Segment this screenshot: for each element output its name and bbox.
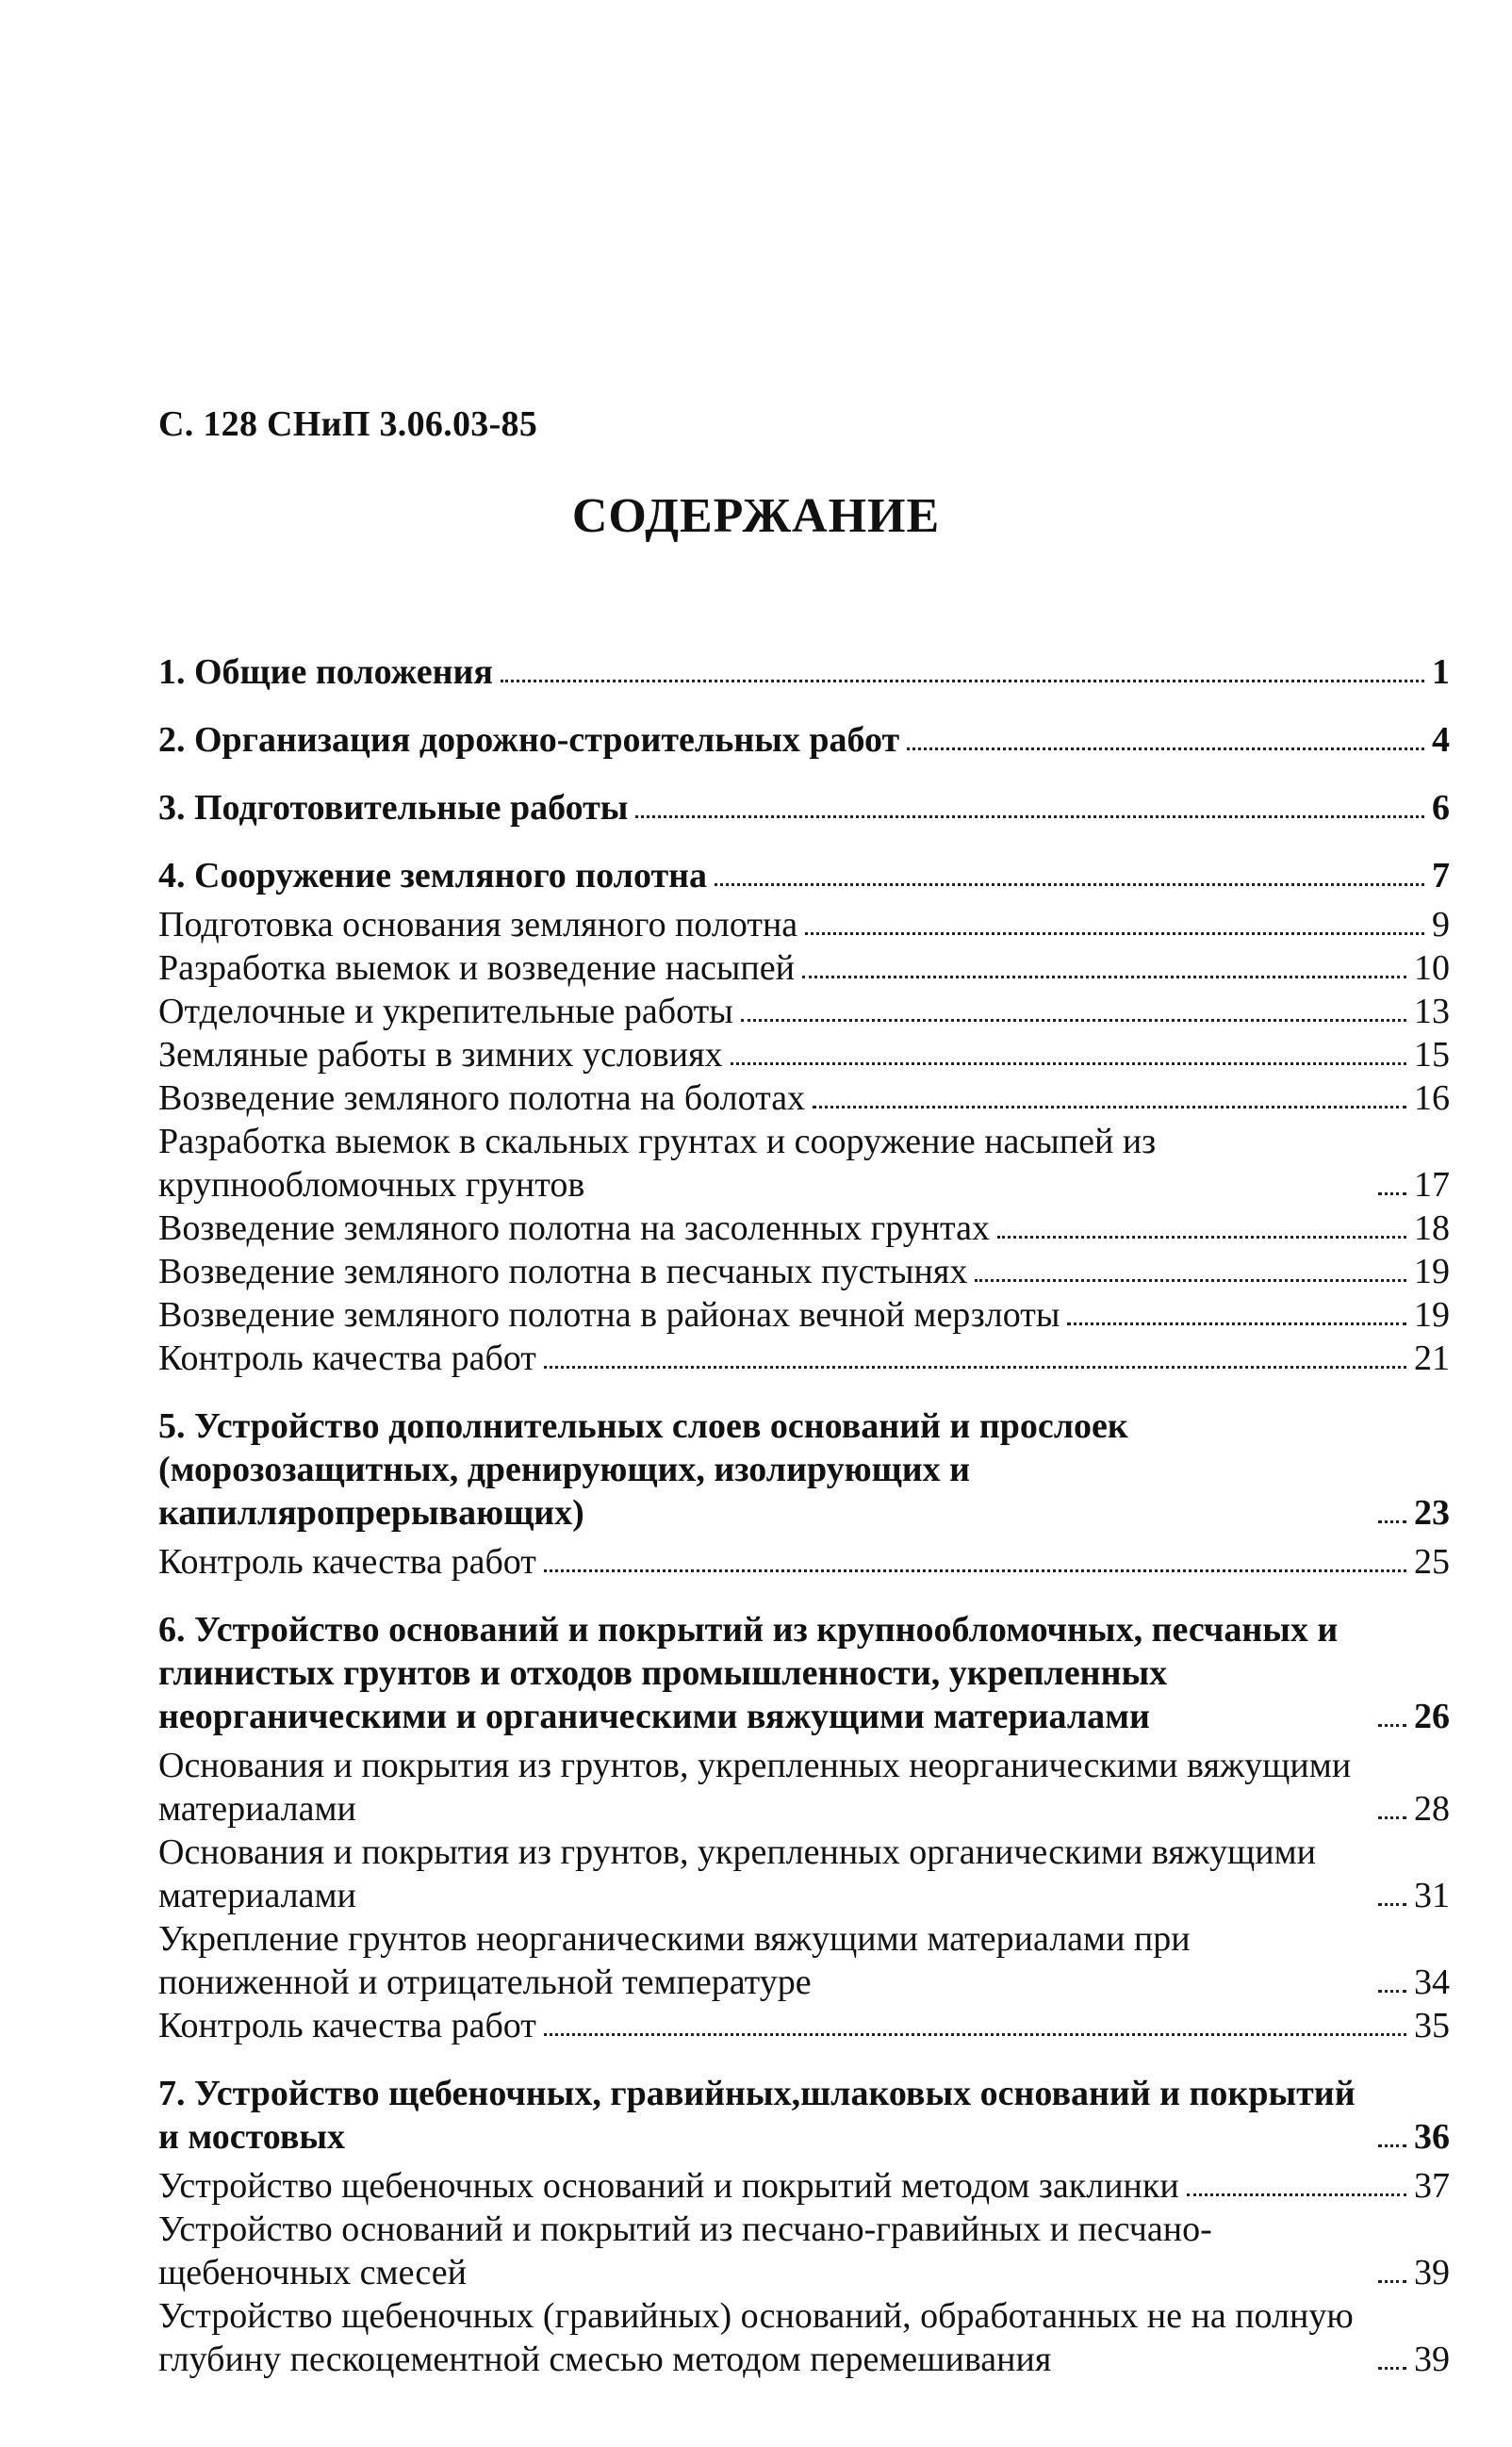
toc-entry[interactable] [158, 990, 1450, 1033]
toc-entry[interactable] [158, 1744, 1450, 1831]
toc-entry-page: 37 [1414, 2166, 1450, 2206]
toc-entry-text: Возведение земляного полотна на болотах [158, 1078, 806, 1118]
toc-entry[interactable] [158, 1917, 1450, 2004]
toc-entry-page: 36 [1414, 2117, 1450, 2157]
toc-entry-page: 35 [1414, 2006, 1450, 2045]
dot-leader [802, 976, 1406, 978]
toc-entry[interactable] [158, 1831, 1450, 1917]
dot-leader [975, 1279, 1406, 1282]
toc-title: СОДЕРЖАНИЕ [571, 489, 941, 543]
dot-leader [907, 747, 1424, 750]
toc-entry-page: 13 [1414, 992, 1450, 1031]
toc-entry[interactable] [158, 2072, 1450, 2159]
toc-entry-page: 39 [1414, 2253, 1450, 2292]
toc-entry-page: 34 [1414, 1963, 1450, 2002]
toc-entry-text: Подготовка основания земляного полотна [158, 905, 798, 944]
toc-entry-text: Контроль качества работ [158, 2006, 536, 2045]
dot-leader [1378, 2367, 1406, 2370]
dot-leader [1378, 1990, 1406, 1993]
dot-leader [1378, 1724, 1406, 1727]
toc-entry[interactable] [158, 2164, 1450, 2208]
toc-entry-text: Возведение земляного полотна на засоленных грунтах [158, 1208, 990, 1248]
toc-entry-text: 1. Общие положения [158, 652, 493, 692]
toc-entry-page: 16 [1414, 1078, 1450, 1118]
toc-entry[interactable] [158, 1120, 1450, 1207]
toc-entry-page: 26 [1414, 1697, 1450, 1736]
toc-entry-text: Контроль качества работ [158, 1542, 536, 1582]
dot-leader [1378, 2280, 1406, 2283]
toc-entry[interactable] [158, 1293, 1450, 1337]
toc-entry-page: 1 [1432, 652, 1450, 692]
dot-leader [731, 1062, 1406, 1065]
toc-entry-page: 7 [1432, 856, 1450, 895]
toc-entry[interactable] [158, 2208, 1450, 2294]
toc-entry[interactable] [158, 946, 1450, 990]
toc-entry-text: 2. Организация дорожно-строительных работ [158, 720, 900, 760]
toc-entry-page: 28 [1414, 1789, 1450, 1829]
toc-entry[interactable] [158, 1076, 1450, 1120]
toc-entry[interactable] [158, 903, 1450, 946]
toc-entry-page: 25 [1414, 1542, 1450, 1582]
dot-leader [1378, 1816, 1406, 1819]
toc-entry[interactable] [158, 1608, 1450, 1738]
toc-entry-page: 21 [1414, 1338, 1450, 1378]
dot-leader [544, 2033, 1406, 2036]
toc-entry-text: Устройство оснований и покрытий из песчано-гравийных и песчано-щебеночных смесей [158, 2209, 1212, 2292]
dot-leader [805, 932, 1424, 935]
toc-entry-page: 9 [1432, 905, 1450, 944]
toc-entry-text: Устройство щебеночных (гравийных) оснований, обработанных не на полную глубину пескоцементной смесью методом перемешивания [158, 2296, 1354, 2379]
toc-entry-text: Разработка выемок в скальных грунтах и сооружение насыпей из крупнообломочных грунтов [158, 1122, 1157, 1205]
toc-entry[interactable] [158, 1033, 1450, 1076]
toc-entry-text: 3. Подготовительные работы [158, 788, 629, 828]
dot-leader [813, 1106, 1406, 1109]
toc-entry-text: Укрепление грунтов неорганическими вяжущими материалами при пониженной и отрицательной температуре [158, 1919, 1191, 2002]
toc-entry-page: 17 [1414, 1165, 1450, 1205]
toc-entry[interactable] [158, 2004, 1450, 2047]
dot-leader [544, 1366, 1406, 1369]
toc-entry-text: Основания и покрытия из грунтов, укрепленных неорганическими вяжущими материалами [158, 1746, 1352, 1829]
toc-entry[interactable] [158, 1207, 1450, 1250]
dot-leader [501, 680, 1424, 682]
toc-entry-text: Устройство щебеночных оснований и покрытий методом заклинки [158, 2166, 1179, 2206]
dot-leader [1378, 1520, 1406, 1523]
toc-entry-page: 18 [1414, 1208, 1450, 1248]
dot-leader [635, 815, 1424, 818]
toc-entry[interactable] [158, 650, 1450, 694]
toc-entry-page: 39 [1414, 2340, 1450, 2379]
toc-entry-text: Земляные работы в зимних условиях [158, 1035, 723, 1075]
toc-entry-text: 6. Устройство оснований и покрытий из крупнообломочных, песчаных и глинистых грунтов и отходов промышленности, укрепленных неорганическими и органическими вяжущими материалами [158, 1610, 1339, 1736]
toc-entry-page: 31 [1414, 1876, 1450, 1915]
toc-entry-page: 4 [1432, 720, 1450, 760]
toc-entry[interactable] [158, 718, 1450, 762]
dot-leader [1378, 2144, 1406, 2147]
dot-leader [1067, 1322, 1406, 1325]
toc-entry-page: 15 [1414, 1035, 1450, 1075]
toc-entry-text: Контроль качества работ [158, 1338, 536, 1378]
toc-entry-page: 23 [1414, 1493, 1450, 1533]
dot-leader [544, 1569, 1406, 1572]
toc-entry-text: Отделочные и укрепительные работы [158, 992, 733, 1031]
toc-entry[interactable] [158, 1337, 1450, 1380]
toc-entry[interactable] [158, 1404, 1450, 1535]
dot-leader [741, 1019, 1406, 1022]
page-header: С. 128 СНиП 3.06.03-85 [158, 404, 538, 444]
toc-entry[interactable] [158, 786, 1450, 829]
toc-entry-text: Возведение земляного полотна в песчаных пустынях [158, 1252, 968, 1291]
toc-entry-text: Разработка выемок и возведение насыпей [158, 948, 795, 988]
toc-entry[interactable] [158, 1540, 1450, 1584]
toc-entry-text: Возведение земляного полотна в районах вечной мерзлоты [158, 1295, 1060, 1335]
toc-entry-text: 5. Устройство дополнительных слоев оснований и прослоек (морозозащитных, дренирующих, изолирующих и капилляропрерывающих) [158, 1406, 1128, 1533]
dot-leader [1378, 1903, 1406, 1906]
dot-leader [997, 1236, 1406, 1239]
dot-leader [1187, 2193, 1406, 2196]
toc-entry[interactable] [158, 854, 1450, 897]
toc-entry-text: Основания и покрытия из грунтов, укрепленных органическими вяжущими материалами [158, 1832, 1316, 1915]
dot-leader [715, 883, 1424, 886]
toc-entry-page: 19 [1414, 1295, 1450, 1335]
toc-entry-text: 4. Сооружение земляного полотна [158, 856, 708, 895]
toc-entry-page: 10 [1414, 948, 1450, 988]
toc-entry[interactable] [158, 2294, 1450, 2381]
dot-leader [1378, 1192, 1406, 1195]
toc-entry-page: 19 [1414, 1252, 1450, 1291]
toc-entry-page: 6 [1432, 788, 1450, 828]
table-of-contents [158, 650, 1450, 2381]
toc-entry-text: 7. Устройство щебеночных, гравийных,шлаковых оснований и покрытий и мостовых [158, 2074, 1356, 2157]
toc-entry[interactable] [158, 1250, 1450, 1293]
